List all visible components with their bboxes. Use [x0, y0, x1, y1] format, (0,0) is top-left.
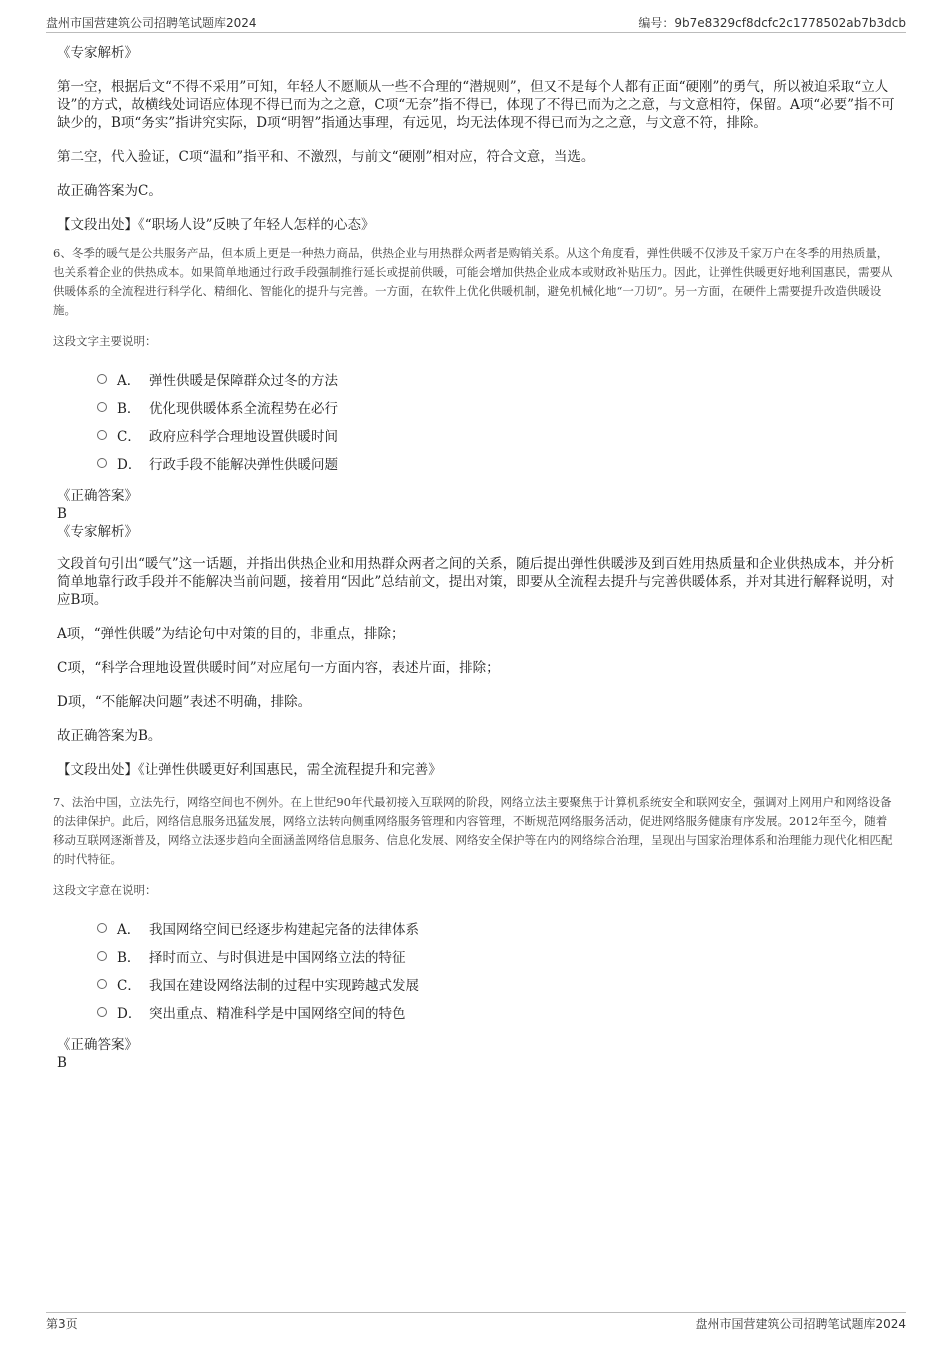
option-text: 政府应科学合理地设置供暖时间: [149, 429, 338, 445]
option-letter: A．: [117, 922, 141, 938]
analysis-paragraph: C项，“科学合理地设置供暖时间”对应尾句一方面内容，表述片面，排除；: [57, 660, 500, 676]
option-d[interactable]: [97, 449, 895, 477]
radio-icon[interactable]: [97, 951, 107, 961]
source-citation: 【文段出处】《让弹性供暖更好利国惠民，需全流程提升和完善》: [57, 762, 442, 778]
option-c[interactable]: [97, 970, 895, 998]
source-citation: 【文段出处】《“职场人设”反映了年轻人怎样的心态》: [57, 217, 375, 233]
analysis-paragraph: A项，“弹性供暖”为结论句中对策的目的，非重点，排除；: [57, 626, 405, 642]
option-text: 突出重点、精准科学是中国网络空间的特色: [149, 1006, 406, 1022]
radio-icon[interactable]: [97, 458, 107, 468]
option-letter: A．: [117, 373, 141, 389]
question-prompt: 这段文字意在说明：: [53, 883, 157, 897]
answer-value: B: [57, 1055, 67, 1071]
page-content: [53, 44, 895, 1072]
option-letter: D．: [117, 1006, 142, 1022]
radio-icon[interactable]: [97, 923, 107, 933]
option-d[interactable]: [97, 998, 895, 1026]
option-c[interactable]: [97, 421, 895, 449]
analysis-paragraph: 第一空，根据后文“不得不采用”可知，年轻人不愿顺从一些不合理的“潜规则”，但又不是每个人都有正面“硬刚”的勇气，所以被迫采取“立人设”的方式，故横线处词语应体现不得已而为之之意，C项“无奈”指不得已，体现了不得已而为之之意，与文意相符，保留。A项“必要”指不可缺少的，B项“务实”指讲究实际，D项“明智”指通达事理，有远见，均无法体现不得已而为之之意，与文意不符，排除。: [57, 79, 895, 131]
option-a[interactable]: [97, 914, 895, 942]
radio-icon[interactable]: [97, 979, 107, 989]
option-text: 择时而立、与时俱进是中国网络立法的特征: [149, 950, 406, 966]
option-letter: B．: [117, 401, 141, 417]
analysis-paragraph: 第二空，代入验证，C项“温和”指平和、不激烈，与前文“硬刚”相对应，符合文意，当选。: [57, 149, 595, 165]
option-letter: C．: [117, 978, 141, 994]
answer-value: B: [57, 506, 67, 522]
footer-title: 盘州市国营建筑公司招聘笔试题库2024: [695, 1317, 906, 1331]
option-letter: B．: [117, 950, 141, 966]
answer-title: 《正确答案》: [57, 1037, 138, 1053]
analysis-title: 《专家解析》: [57, 45, 138, 61]
option-letter: D．: [117, 457, 142, 473]
radio-icon[interactable]: [97, 374, 107, 384]
radio-icon[interactable]: [97, 402, 107, 412]
radio-icon[interactable]: [97, 430, 107, 440]
option-list: [57, 365, 895, 477]
header-doc-id: 编号：9b7e8329cf8dcfc2c1778502ab7b3dcb: [638, 16, 906, 30]
option-text: 弹性供暖是保障群众过冬的方法: [149, 373, 338, 389]
option-b[interactable]: [97, 942, 895, 970]
option-list: [57, 914, 895, 1026]
analysis-paragraph: D项，“不能解决问题”表述不明确，排除。: [57, 694, 312, 710]
answer-conclusion: 故正确答案为C。: [57, 183, 162, 199]
question-prompt: 这段文字主要说明：: [53, 334, 157, 348]
option-letter: C．: [117, 429, 141, 445]
answer-conclusion: 故正确答案为B。: [57, 728, 162, 744]
analysis-title: 《专家解析》: [57, 524, 138, 540]
answer-title: 《正确答案》: [57, 488, 138, 504]
page-number: 第3页: [46, 1317, 78, 1331]
option-text: 行政手段不能解决弹性供暖问题: [149, 457, 338, 473]
analysis-paragraph: 文段首句引出“暖气”这一话题，并指出供热企业和用热群众两者之间的关系，随后提出弹性供暖涉及到百姓用热质量和企业供热成本，并分析简单地靠行政手段并不能解决当前问题，接着用“因此”总结前文，提出对策，即要从全流程去提升与完善供暖体系，并对其进行解释说明，对应B项。: [57, 556, 895, 608]
page-footer: [46, 1312, 906, 1335]
option-text: 我国在建设网络法制的过程中实现跨越式发展: [149, 978, 419, 994]
option-text: 我国网络空间已经逐步构建起完备的法律体系: [149, 922, 419, 938]
header-title: 盘州市国营建筑公司招聘笔试题库2024: [46, 16, 257, 30]
option-text: 优化现供暖体系全流程势在必行: [149, 401, 338, 417]
question-stem: 6、冬季的暖气是公共服务产品，但本质上更是一种热力商品，供热企业与用热群众两者是购销关系。从这个角度看，弹性供暖不仅涉及千家万户在冬季的用热质量，也关系着企业的供热成本。如果简单地通过行政手段强制推行延长或提前供暖，可能会增加供热企业成本或财政补贴压力。因此，让弹性供暖更好地利国惠民，需要从供暖体系的全流程进行科学化、精细化、智能化的提升与完善。一方面，在软件上优化供暖机制，避免机械化地“一刀切”。另一方面，在硬件上需要提升改造供暖设施。: [53, 246, 893, 317]
question-stem: 7、法治中国，立法先行，网络空间也不例外。在上世纪90年代最初接入互联网的阶段，网络立法主要聚焦于计算机系统安全和联网安全，强调对上网用户和网络设备的法律保护。此后，网络信息服务迅猛发展，网络立法转向侧重网络服务管理和内容管理，不断规范网络服务活动，促进网络服务健康有序发展。2012年至今，随着移动互联网逐渐普及，网络立法逐步趋向全面涵盖网络信息服务、信息化发展、网络安全保护等在内的网络综合治理，呈现出与国家治理体系和治理能力现代化相匹配的时代特征。: [53, 795, 893, 866]
radio-icon[interactable]: [97, 1007, 107, 1017]
page-header: [46, 14, 906, 33]
option-b[interactable]: [97, 393, 895, 421]
option-a[interactable]: [97, 365, 895, 393]
